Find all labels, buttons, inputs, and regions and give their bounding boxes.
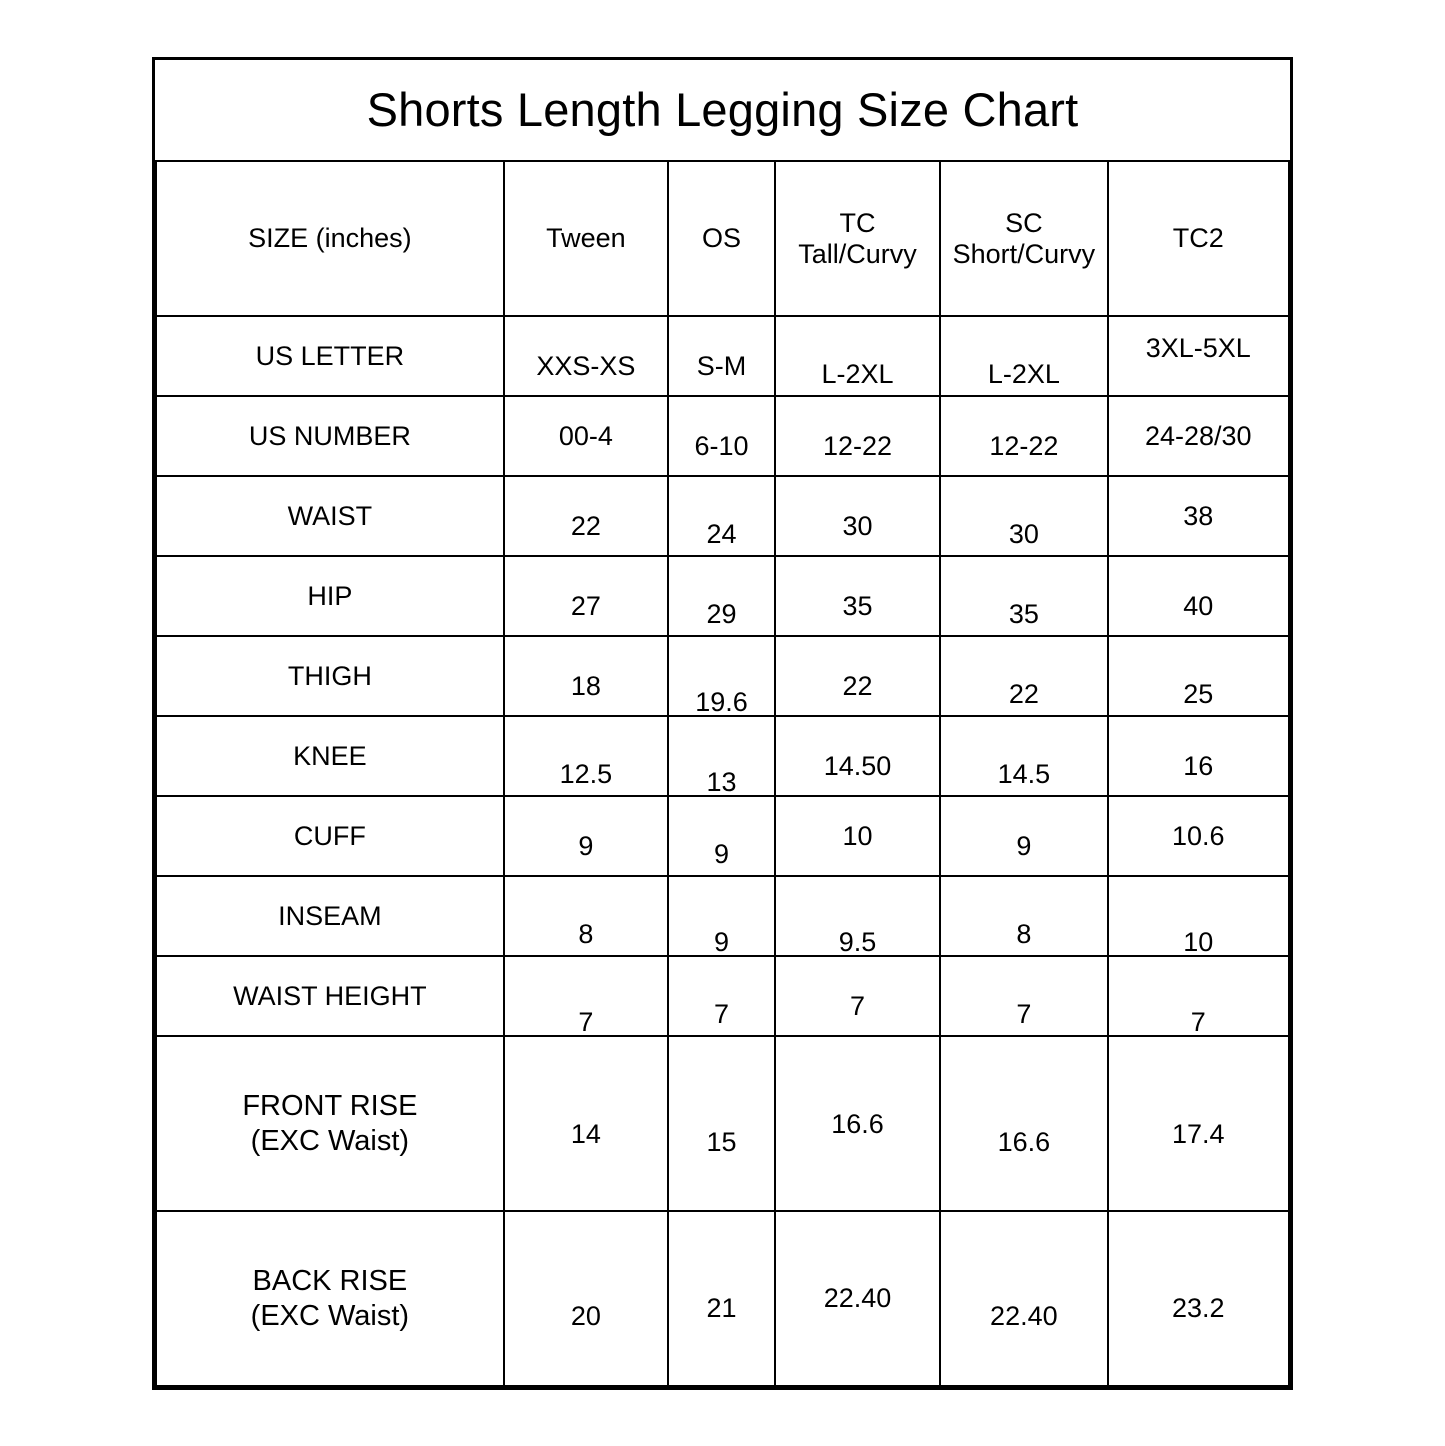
cell-inseam-tc: 9.5 xyxy=(775,876,940,956)
column-header-tc xyxy=(775,161,940,316)
cell-waist-height-tc2: 7 xyxy=(1108,956,1290,1036)
cell-front-rise-os: 15 xyxy=(668,1036,775,1211)
cell-us-number-sc: 12-22 xyxy=(940,396,1107,476)
cell-inseam-sc: 8 xyxy=(940,876,1107,956)
cell-front-rise-tween: 14 xyxy=(504,1036,668,1211)
column-header-tc-label: TC xyxy=(839,208,876,239)
cell-inseam-tween: 8 xyxy=(504,876,668,956)
column-header-os-label: OS xyxy=(701,223,741,254)
column-header-tween-label: Tween xyxy=(546,223,626,254)
cell-us-number-tween: 00-4 xyxy=(504,396,668,476)
column-header-os xyxy=(668,161,775,316)
cell-hip-sc: 35 xyxy=(940,556,1107,636)
column-header-size xyxy=(156,161,504,316)
cell-inseam-tc2: 10 xyxy=(1108,876,1290,956)
cell-thigh-tc: 22 xyxy=(775,636,940,716)
table-row xyxy=(156,476,1289,556)
size-chart-table xyxy=(155,60,1290,1387)
cell-thigh-sc: 22 xyxy=(940,636,1107,716)
cell-cuff-sc: 9 xyxy=(940,796,1107,876)
cell-us-number-tc2: 24-28/30 xyxy=(1108,396,1290,476)
cell-cuff-tween: 9 xyxy=(504,796,668,876)
cell-us-letter-tc2: 3XL-5XL xyxy=(1108,316,1290,396)
cell-knee-tc: 14.50 xyxy=(775,716,940,796)
cell-waist-tc2: 38 xyxy=(1108,476,1290,556)
cell-knee-os: 13 xyxy=(668,716,775,796)
column-header-tc2-label: TC2 xyxy=(1172,223,1224,254)
cell-inseam-os: 9 xyxy=(668,876,775,956)
row-label-front-rise xyxy=(156,1036,504,1211)
cell-hip-tween: 27 xyxy=(504,556,668,636)
cell-front-rise-sc: 16.6 xyxy=(940,1036,1107,1211)
cell-cuff-tc2: 10.6 xyxy=(1108,796,1290,876)
table-row xyxy=(156,636,1289,716)
row-label-hip: HIP xyxy=(156,556,504,636)
column-header-sc-label: SC xyxy=(1005,208,1043,239)
cell-us-letter-tween: XXS-XS xyxy=(504,316,668,396)
row-label-front-rise-line2: (EXC Waist) xyxy=(250,1124,410,1157)
table-row xyxy=(156,1211,1289,1386)
column-header-size-label: SIZE (inches) xyxy=(248,223,412,254)
cell-hip-os: 29 xyxy=(668,556,775,636)
table-row xyxy=(156,316,1289,396)
column-header-tc2 xyxy=(1108,161,1290,316)
cell-back-rise-tc2: 23.2 xyxy=(1108,1211,1290,1386)
cell-us-letter-os: S-M xyxy=(668,316,775,396)
row-label-cuff: CUFF xyxy=(156,796,504,876)
cell-front-rise-tc2: 17.4 xyxy=(1108,1036,1290,1211)
cell-back-rise-os: 21 xyxy=(668,1211,775,1386)
cell-waist-height-tc: 7 xyxy=(775,956,940,1036)
row-label-knee: KNEE xyxy=(156,716,504,796)
table-row xyxy=(156,1036,1289,1211)
row-label-inseam: INSEAM xyxy=(156,876,504,956)
cell-thigh-tc2: 25 xyxy=(1108,636,1290,716)
row-label-thigh: THIGH xyxy=(156,636,504,716)
row-label-us-letter: US LETTER xyxy=(156,316,504,396)
page-title: Shorts Length Legging Size Chart xyxy=(156,60,1289,161)
column-header-tween xyxy=(504,161,668,316)
table-header-row xyxy=(156,161,1289,316)
cell-hip-tc2: 40 xyxy=(1108,556,1290,636)
column-header-sc xyxy=(940,161,1107,316)
table-row xyxy=(156,556,1289,636)
cell-us-letter-tc: L-2XL xyxy=(775,316,940,396)
cell-waist-height-sc: 7 xyxy=(940,956,1107,1036)
cell-waist-tc: 30 xyxy=(775,476,940,556)
cell-back-rise-tween: 20 xyxy=(504,1211,668,1386)
row-label-waist-height: WAIST HEIGHT xyxy=(156,956,504,1036)
table-row xyxy=(156,956,1289,1036)
cell-cuff-tc: 10 xyxy=(775,796,940,876)
cell-thigh-os: 19.6 xyxy=(668,636,775,716)
cell-us-number-tc: 12-22 xyxy=(775,396,940,476)
table-row xyxy=(156,876,1289,956)
cell-knee-tween: 12.5 xyxy=(504,716,668,796)
cell-thigh-tween: 18 xyxy=(504,636,668,716)
cell-waist-height-tween: 7 xyxy=(504,956,668,1036)
table-row xyxy=(156,716,1289,796)
cell-waist-tween: 22 xyxy=(504,476,668,556)
cell-waist-os: 24 xyxy=(668,476,775,556)
cell-front-rise-tc: 16.6 xyxy=(775,1036,940,1211)
cell-waist-height-os: 7 xyxy=(668,956,775,1036)
row-label-front-rise-line1: FRONT RISE xyxy=(242,1090,418,1123)
row-label-back-rise-line1: BACK RISE xyxy=(252,1265,408,1298)
row-label-back-rise-line2: (EXC Waist) xyxy=(250,1299,410,1332)
cell-hip-tc: 35 xyxy=(775,556,940,636)
cell-knee-tc2: 16 xyxy=(1108,716,1290,796)
row-label-waist: WAIST xyxy=(156,476,504,556)
column-header-tc-sublabel: Tall/Curvy xyxy=(798,238,917,269)
cell-back-rise-sc: 22.40 xyxy=(940,1211,1107,1386)
column-header-sc-sublabel: Short/Curvy xyxy=(952,238,1096,269)
table-row xyxy=(156,396,1289,476)
row-label-us-number: US NUMBER xyxy=(156,396,504,476)
size-chart-frame xyxy=(152,57,1293,1390)
cell-cuff-os: 9 xyxy=(668,796,775,876)
cell-us-letter-sc: L-2XL xyxy=(940,316,1107,396)
cell-us-number-os: 6-10 xyxy=(668,396,775,476)
cell-back-rise-tc: 22.40 xyxy=(775,1211,940,1386)
cell-waist-sc: 30 xyxy=(940,476,1107,556)
table-row xyxy=(156,796,1289,876)
row-label-back-rise xyxy=(156,1211,504,1386)
chart-title-row xyxy=(156,60,1289,161)
cell-knee-sc: 14.5 xyxy=(940,716,1107,796)
